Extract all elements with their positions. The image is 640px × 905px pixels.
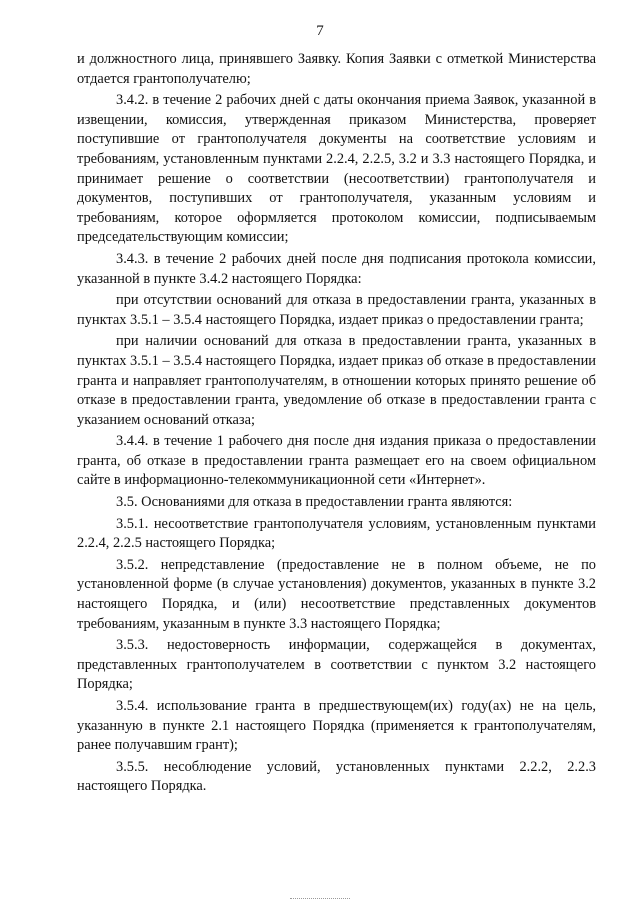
paragraph-3-5-5: 3.5.5. несоблюдение условий, установленных пунктами 2.2.2, 2.2.3 настоящего Порядка. bbox=[77, 758, 596, 795]
paragraph-3-5-1: 3.5.1. несоответствие грантополучателя условиям, установленным пунктами 2.2.4, 2.2.5 настоящего Порядка; bbox=[77, 515, 596, 552]
scan-edge-mark bbox=[290, 898, 350, 900]
paragraph-refusal-grounds: при наличии оснований для отказа в предоставлении гранта, указанных в пунктах 3.5.1 – 3.5.4 настоящего Порядка, издает приказ об отказе в предоставлении гранта и направляет грантополучателям, в отношении которых принято решение об отказе в предоставлении гранта, уведомление об отказе в предоставлении гранта с указанием оснований отказа; bbox=[77, 333, 596, 428]
paragraph-3-5-2: 3.5.2. непредставление (предоставление не в полном объеме, не по установленной форме (в случае установления) документов, указанных в пункте 3.2 настоящего Порядка, и (или) несоответствие представленных документов требованиям, указанным в пункте 3.3 настоящего Порядка; bbox=[77, 556, 596, 632]
paragraph-3-5: 3.5. Основаниями для отказа в предоставлении гранта являются: bbox=[116, 494, 513, 511]
paragraph-3-5-3: 3.5.3. недостоверность информации, содержащейся в документах, представленных грантополучателем в соответствии с пунктом 3.2 настоящего Порядка; bbox=[77, 637, 596, 693]
paragraph-3-5-4: 3.5.4. использование гранта в предшествующем(их) году(ах) не на цель, указанную в пункте 2.1 настоящего Порядка (применяется к грантополучателям, ранее получавшим грант); bbox=[77, 698, 596, 754]
paragraph-3-4-4: 3.4.4. в течение 1 рабочего дня после дня издания приказа о предоставлении гранта, об отказе в предоставлении гранта размещает его на своем официальном сайте в информационно-телекоммуникационной сети «Интернет». bbox=[77, 433, 596, 489]
page-number: 7 bbox=[316, 23, 324, 39]
paragraph-3-4-3: 3.4.3. в течение 2 рабочих дней после дня подписания протокола комиссии, указанной в пункте 3.4.2 настоящего Порядка: bbox=[77, 250, 596, 287]
document-body bbox=[77, 50, 596, 799]
paragraph-no-refusal-grounds: при отсутствии оснований для отказа в предоставлении гранта, указанных в пунктах 3.5.1 – 3.5.4 настоящего Порядка, издает приказ о предоставлении гранта; bbox=[77, 292, 596, 328]
paragraph-3-4-2: 3.4.2. в течение 2 рабочих дней с даты окончания приема Заявок, указанной в извещении, комиссия, утвержденная приказом Министерства, проверяет поступившие от грантополучателя документы на соответствие условиям и требованиям, установленным пунктами 2.2.4, 2.2.5, 3.2 и 3.3 настоящего Порядка, и принимает решение о соответствии (несоответствии) грантополучателя и документов, поступивших от грантополучателя, указанным условиям и требованиям, которое оформляется протоколом комиссии, подписываемым председательствующим комиссии; bbox=[77, 92, 596, 246]
paragraph-continuation: и должностного лица, принявшего Заявку. Копия Заявки с отметкой Министерства отдается грантополучателю; bbox=[77, 51, 596, 87]
